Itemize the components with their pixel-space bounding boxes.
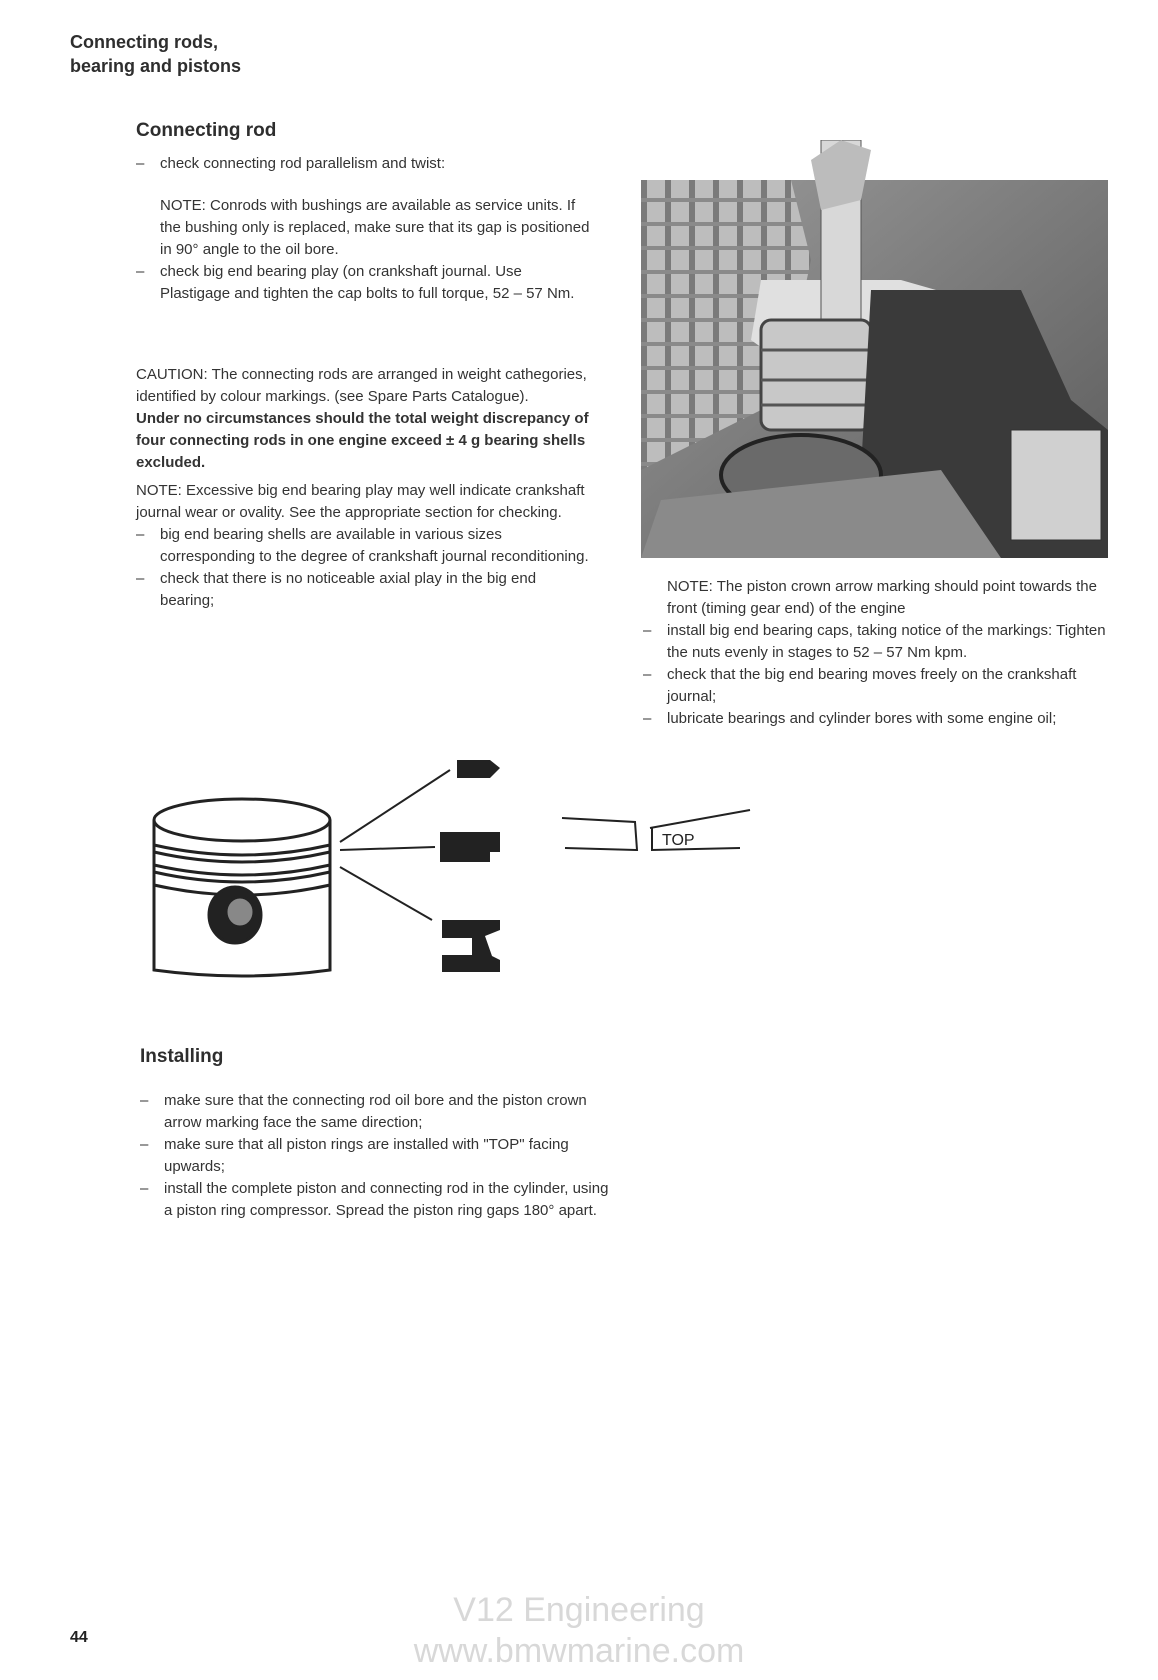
bullet-dash: – — [643, 666, 652, 683]
bullet-dash: – — [136, 155, 145, 172]
installing-title: Installing — [140, 1046, 224, 1067]
section-header — [70, 30, 241, 78]
item-text: check big end bearing play (on crankshaft journal. Use Plastigage and tighten the cap bolts to full torque, 52 – 57 Nm. — [160, 263, 575, 302]
ring-profile-top-icon — [457, 760, 500, 778]
item-text: big end bearing shells are available in various sizes corresponding to the degree of crankshaft journal reconditioning. — [160, 526, 589, 565]
page-number: 44 — [70, 1629, 88, 1646]
bullet-dash: – — [643, 622, 652, 639]
list-item — [140, 1090, 610, 1134]
list-item — [140, 1134, 610, 1178]
bullet-dash: – — [136, 570, 145, 587]
list-item — [643, 708, 1113, 730]
installing-list — [140, 1090, 610, 1222]
item-text: check that there is no noticeable axial play in the big end bearing; — [160, 570, 537, 609]
note-conrod-bushing: NOTE: Conrods with bushings are available as service units. If the bushing only is replaced, make sure that its gap is positioned in 90° angle to the oil bore. — [160, 197, 590, 258]
bullet-dash: – — [136, 263, 145, 280]
connecting-rod-block-1 — [136, 153, 591, 305]
leader-lines — [340, 770, 450, 920]
ring-top-label: TOP — [662, 832, 695, 849]
ring-profile-oil-icon — [442, 920, 500, 972]
item-text: install big end bearing caps, taking notice of the markings: Tighten the nuts evenly in stages to 52 – 57 Nm kpm. — [667, 622, 1106, 661]
caution-text: CAUTION: The connecting rods are arranged in weight cathegories, identified by colour markings. (see Spare Parts Catalogue). — [136, 366, 587, 405]
note-bearing-play: NOTE: Excessive big end bearing play may well indicate crankshaft journal wear or ovality. See the appropriate section for checking. — [136, 482, 585, 521]
connecting-rod-title: Connecting rod — [136, 120, 277, 141]
caution-bold-text: Under no circumstances should the total weight discrepancy of four connecting rods in one engine exceed ± 4 g bearing shells excluded. — [136, 410, 589, 471]
bullet-dash: – — [140, 1092, 149, 1109]
watermark-line2: www.bmwmarine.com — [413, 1632, 745, 1670]
list-item — [136, 524, 591, 568]
list-item — [643, 620, 1113, 664]
item-text: make sure that all piston rings are installed with "TOP" facing upwards; — [164, 1136, 569, 1175]
item-text: install the complete piston and connecting rod in the cylinder, using a piston ring compressor. Spread the piston ring gaps 180° apart. — [164, 1180, 609, 1219]
piston-ring-diagram — [150, 740, 770, 990]
engine-assembly-photo — [641, 140, 1108, 558]
item-text: lubricate bearings and cylinder bores with some engine oil; — [667, 710, 1057, 727]
piston-illustration — [154, 799, 330, 976]
item-text: check that the big end bearing moves freely on the crankshaft journal; — [667, 666, 1077, 705]
list-item — [136, 568, 591, 612]
list-item — [140, 1178, 610, 1222]
note-piston-arrow: NOTE: The piston crown arrow marking should point towards the front (timing gear end) of the engine — [667, 578, 1097, 617]
right-column — [643, 576, 1113, 730]
section-header-line1: Connecting rods, — [70, 32, 218, 52]
item-text: make sure that the connecting rod oil bore and the piston crown arrow marking face the same direction; — [164, 1092, 587, 1131]
ring-gap-top-marking — [562, 810, 750, 850]
bullet-dash: – — [140, 1136, 149, 1153]
bullet-dash: – — [643, 710, 652, 727]
list-item — [136, 153, 591, 175]
ring-profile-middle-icon — [440, 832, 500, 862]
watermark-line1: V12 Engineering — [453, 1591, 705, 1629]
section-header-line2: bearing and pistons — [70, 56, 242, 76]
bullet-dash: – — [140, 1180, 149, 1197]
connecting-rod-block-2 — [136, 364, 591, 612]
item-text: check connecting rod parallelism and twist: — [160, 155, 446, 172]
bullet-dash: – — [136, 526, 145, 543]
list-item — [643, 664, 1113, 708]
list-item — [136, 261, 591, 305]
